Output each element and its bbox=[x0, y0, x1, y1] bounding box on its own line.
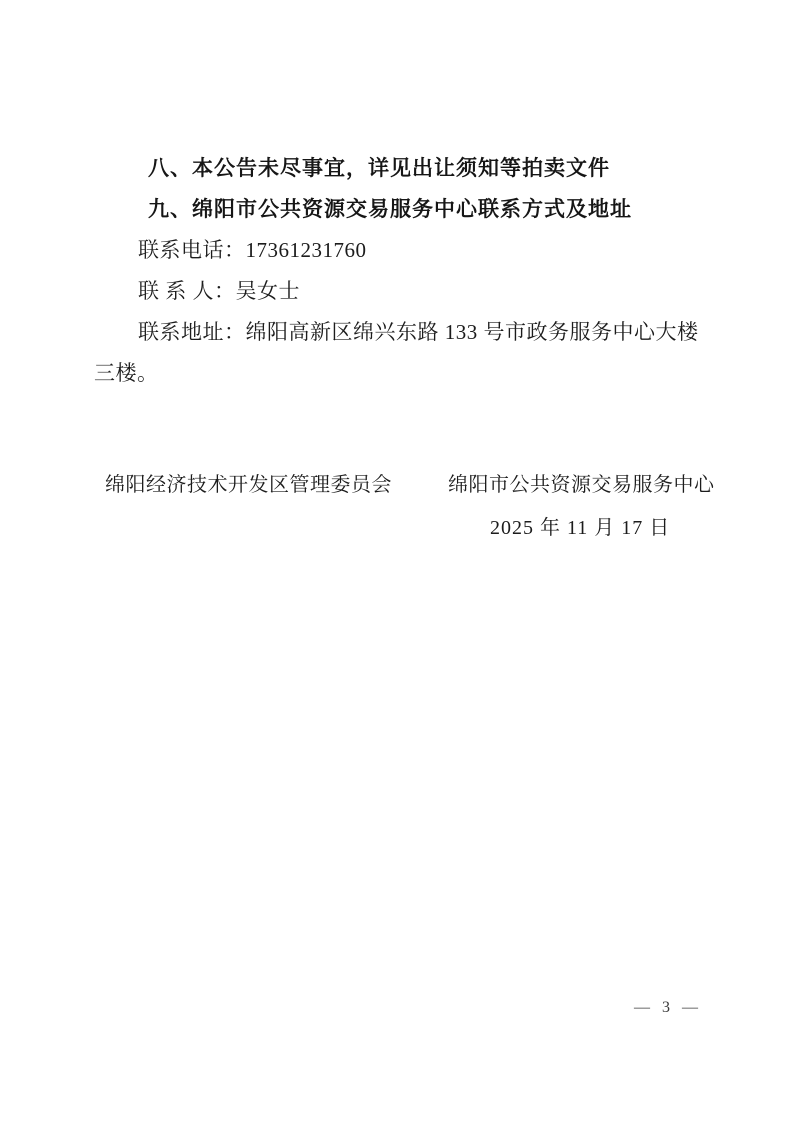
contact-phone-line: 联系电话：17361231760 bbox=[138, 238, 367, 262]
page-number: — 3 — bbox=[634, 999, 702, 1016]
contact-address-line: 联系地址：绵阳高新区绵兴东路 133 号市政务服务中心大楼 bbox=[138, 320, 699, 344]
document-body bbox=[94, 148, 713, 394]
contact-person-line: 联 系 人：吴女士 bbox=[138, 279, 300, 303]
signature-issuer-right: 绵阳市公共资源交易服务中心 bbox=[448, 474, 715, 496]
section-heading-8: 八、本公告未尽事宜，详见出让须知等拍卖文件 bbox=[148, 157, 610, 180]
signature-date: 2025 年 11 月 17 日 bbox=[490, 517, 671, 539]
section-heading-9: 九、绵阳市公共资源交易服务中心联系方式及地址 bbox=[148, 198, 632, 221]
contact-address-continuation: 三楼。 bbox=[94, 361, 159, 385]
signature-issuer-left: 绵阳经济技术开发区管理委员会 bbox=[105, 474, 392, 496]
